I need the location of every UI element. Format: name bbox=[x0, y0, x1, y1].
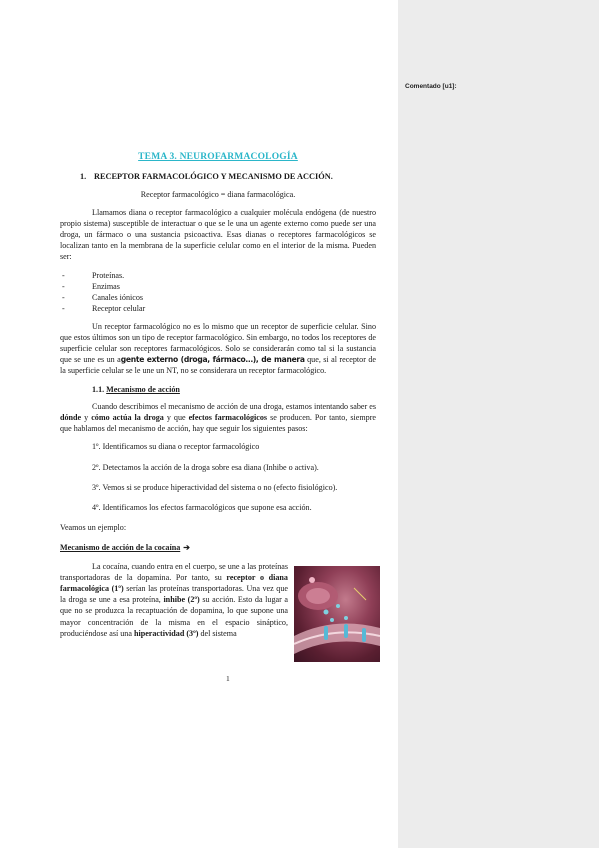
text-run: que, si al receptor de la superficie celular se le une un NT, no se considerara un receptor farmacológico. bbox=[60, 355, 376, 376]
paragraph-intro: Llamamos diana o receptor farmacológico a cualquier molécula endógena (de nuestro propio sistema) susceptible de interactuar o que se le una un agente externo como puede ser una droga, un fármaco o una sustancia psicoactiva. Esas dianas o receptores farmacológicos se localizan tanto en la membrana de la superficie celular como en el interior de la misma. Pueden ser: bbox=[60, 207, 376, 262]
text-run: La cocaína, cuando entra en el cuerpo, se une a las proteínas transportadoras de la dopamina. Por tanto, su bbox=[60, 561, 288, 582]
synapse-drawing bbox=[294, 566, 380, 662]
synapse-illustration bbox=[294, 566, 380, 662]
text-run: del sistema bbox=[198, 628, 237, 638]
page-number: 1 bbox=[226, 674, 230, 683]
text-run: y bbox=[81, 413, 92, 423]
cocaine-heading bbox=[60, 542, 376, 553]
text-run: serían las proteínas transportadoras. Una vez que la droga se une a esa proteína, bbox=[60, 584, 288, 605]
paragraph-receptor bbox=[60, 321, 376, 377]
bold-text-run: inhibe (2º) bbox=[163, 595, 200, 605]
section-heading-text: RECEPTOR FARMACOLÓGICO Y MECANISMO DE ACCIÓN. bbox=[94, 172, 333, 182]
subsection-number: 1.1. bbox=[92, 384, 105, 394]
bold-text-run: efectos farmacológicos bbox=[188, 413, 268, 423]
text-run: se producen. Por tanto, siempre que hablamos del mecanismo de acción, hay que seguir los siguientes pasos: bbox=[60, 413, 376, 434]
list-item: - Enzimas bbox=[60, 281, 376, 292]
text-run: su acción. Esto da lugar a que no se produzca la recaptuación de dopamina, lo que supone una mayor concentración de la misma en el espacio sináptico, produciéndose así una bbox=[60, 595, 288, 638]
text-run: Un receptor farmacológico no es lo mismo que un receptor de superficie celular. Sino que estos últimos son un tipo de receptor farmacológico. Sin embargo, no todos los receptores de superficie celular son receptores farmacológicos. Solo se considerarán como tal si la sustancia que se une es un a bbox=[60, 321, 376, 365]
definition-line: Receptor farmacológico = diana farmacológica. bbox=[140, 190, 296, 200]
comments-pane bbox=[398, 0, 599, 848]
bold-text-run: dónde bbox=[60, 413, 82, 423]
cocaine-heading-text: Mecanismo de acción de la cocaína bbox=[60, 543, 181, 553]
step-2: 2º. Detectamos la acción de la droga sobre esa diana (Inhibe o activa). bbox=[92, 462, 319, 472]
subsection-heading-text: Mecanismo de acción bbox=[106, 384, 180, 394]
bold-text-run: receptor o diana farmacológica (1º) bbox=[60, 572, 288, 594]
step-1: 1º. Identificamos su diana o receptor farmacológico bbox=[92, 442, 260, 452]
comment-label[interactable]: Comentado [u1]: bbox=[405, 83, 457, 90]
text-run: Cuando describimos el mecanismo de acción de una droga, estamos intentando saber es bbox=[92, 401, 376, 411]
paragraph-mechanism bbox=[60, 401, 376, 435]
text-run: y que bbox=[163, 413, 189, 423]
subsection-heading bbox=[92, 384, 376, 395]
paragraph-cocaine bbox=[60, 561, 288, 639]
step-4: 4º. Identificamos los efectos farmacológicos que supone esa acción. bbox=[92, 503, 312, 513]
example-intro: Veamos un ejemplo: bbox=[60, 523, 127, 533]
list-item: - Canales iónicos bbox=[60, 292, 376, 303]
document-title: TEMA 3. NEUROFARMACOLOGÍA bbox=[138, 152, 298, 162]
bold-text-run: gente externo (droga, fármaco…), de manera bbox=[120, 355, 305, 365]
section-heading bbox=[80, 171, 376, 182]
arrow-right-icon: ➔ bbox=[183, 543, 191, 553]
section-number: 1. bbox=[80, 172, 87, 182]
bold-text-run: cómo actúa la droga bbox=[91, 413, 164, 423]
list-item: - Proteínas. bbox=[60, 270, 376, 281]
step-3: 3º. Vemos si se produce hiperactividad del sistema o no (efecto fisiológico). bbox=[92, 482, 338, 492]
target-list bbox=[60, 270, 376, 314]
bold-text-run: hiperactividad (3º) bbox=[133, 628, 199, 638]
list-item: - Receptor celular bbox=[60, 303, 376, 314]
